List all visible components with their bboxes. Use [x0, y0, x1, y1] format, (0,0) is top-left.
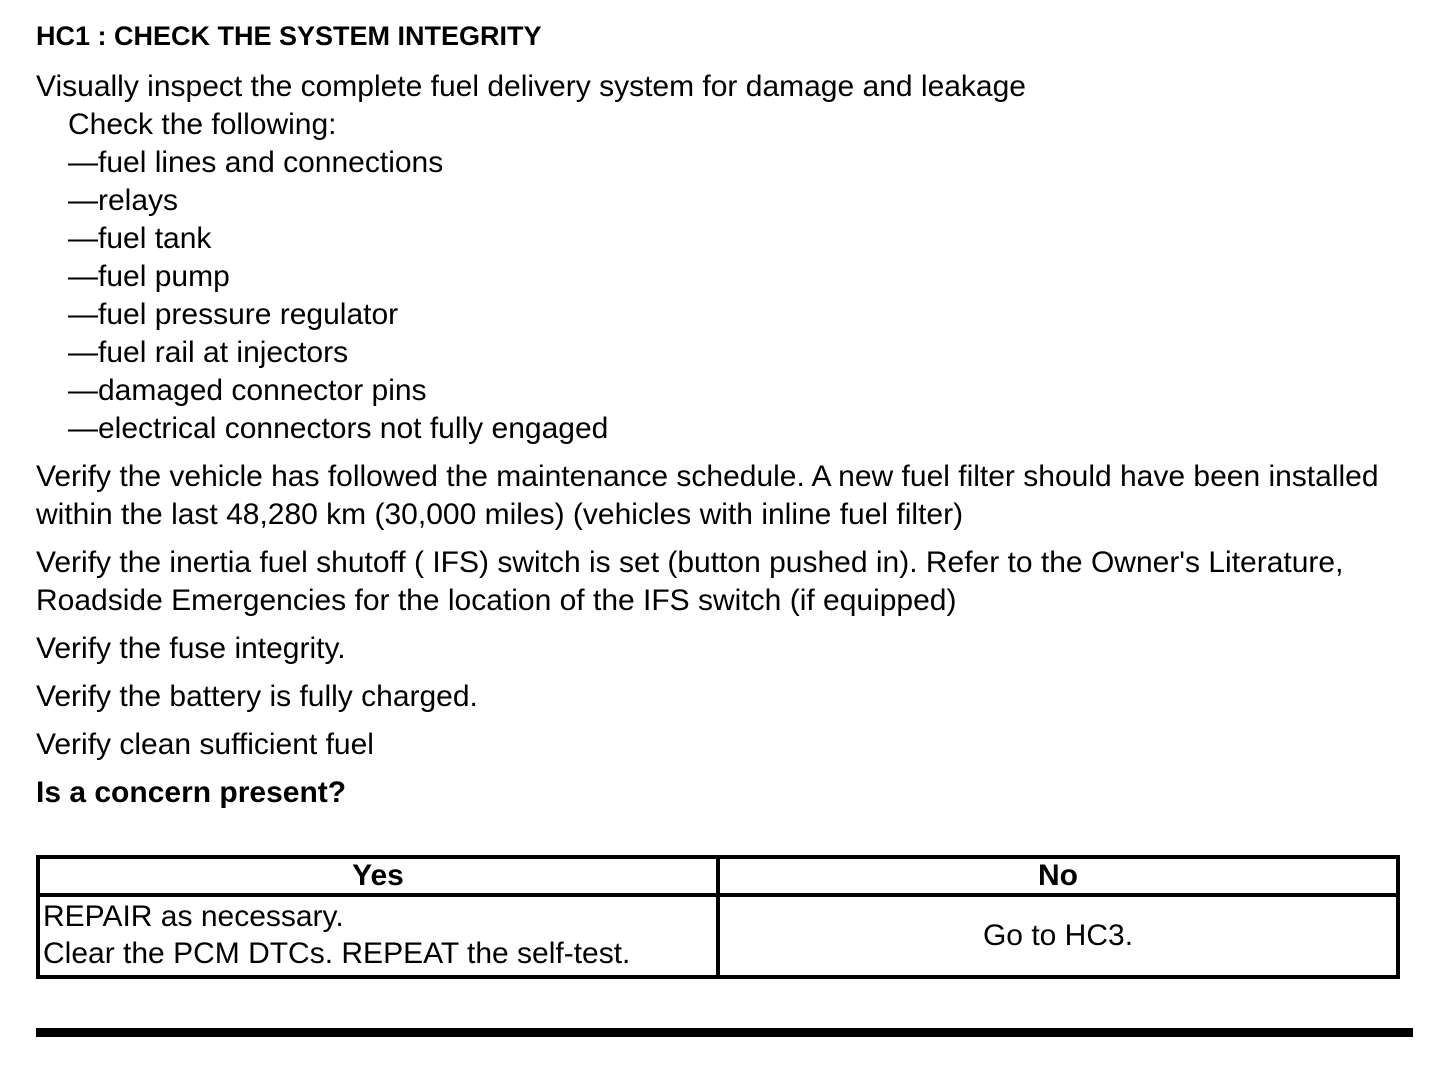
intro-line: Visually inspect the complete fuel delivery system for damage and leakage — [36, 70, 1026, 103]
checklist-item: —relays — [68, 184, 179, 217]
checklist-item: —fuel pressure regulator — [68, 298, 399, 331]
question-line: Is a concern present? — [36, 776, 347, 809]
checklist-item: —electrical connectors not fully engaged — [68, 412, 609, 445]
paragraph: Verify clean sufficient fuel — [36, 728, 374, 761]
paragraph: Verify the fuse integrity. — [36, 632, 346, 665]
yes-action-line-2: Clear the PCM DTCs. REPEAT the self-test. — [43, 937, 631, 970]
checklist-item: —damaged connector pins — [68, 374, 427, 407]
bottom-rule-divider — [36, 1028, 1413, 1037]
decision-table — [36, 855, 1400, 979]
yes-header-cell: Yes — [38, 857, 718, 895]
inspection-block — [36, 68, 1413, 448]
check-heading: Check the following: — [68, 108, 337, 141]
checklist-item: —fuel pump — [68, 260, 230, 293]
no-header-cell: No — [718, 857, 1398, 895]
page-title: HC1 : CHECK THE SYSTEM INTEGRITY — [36, 21, 542, 51]
decision-table-action-row — [38, 895, 1398, 977]
paragraph: Verify the vehicle has followed the maintenance schedule. A new fuel filter should have been installed within the last 48,280 km (30,000 miles) (vehicles with inline fuel filter) — [36, 460, 1379, 531]
no-action-cell: Go to HC3. — [718, 895, 1398, 977]
checklist-item: —fuel lines and connections — [68, 146, 444, 179]
checklist-item: —fuel rail at injectors — [68, 336, 349, 369]
paragraph: Verify the battery is fully charged. — [36, 680, 478, 713]
paragraph: Verify the inertia fuel shutoff ( IFS) switch is set (button pushed in). Refer to the Owner's Literature, Roadside Emergencies for the location of the IFS switch (if equipped) — [36, 546, 1344, 617]
yes-action-line-1: REPAIR as necessary. — [43, 900, 344, 933]
decision-table-header-row — [38, 857, 1398, 895]
yes-action-cell — [38, 895, 718, 977]
checklist-item: —fuel tank — [68, 222, 212, 255]
